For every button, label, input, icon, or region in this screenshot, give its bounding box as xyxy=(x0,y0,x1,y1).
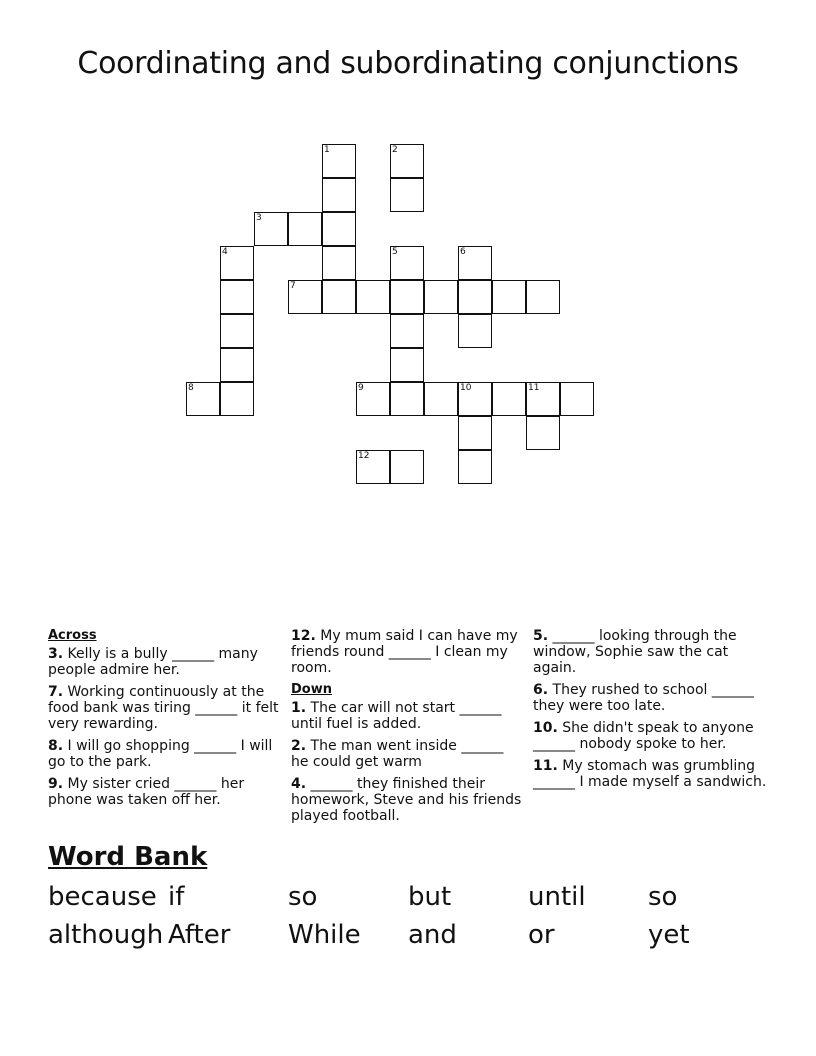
cell-number: 5 xyxy=(392,247,398,257)
clue-number: 12. xyxy=(291,628,316,644)
clue-down-4 xyxy=(291,776,523,824)
crossword-cell[interactable] xyxy=(220,348,254,382)
crossword-cell[interactable] xyxy=(424,382,458,416)
clue-text: Kelly is a bully ______ many people admire her. xyxy=(48,646,258,678)
word-bank-word: While xyxy=(288,920,361,950)
crossword-cell[interactable] xyxy=(186,382,220,416)
cell-number: 4 xyxy=(222,247,228,257)
clue-text: My sister cried ______ her phone was taken off her. xyxy=(48,776,245,808)
clue-number: 9. xyxy=(48,776,64,792)
crossword-cell[interactable] xyxy=(220,280,254,314)
clue-text: I will go shopping ______ I will go to the park. xyxy=(48,738,273,770)
cell-number: 2 xyxy=(392,145,398,155)
clue-number: 1. xyxy=(291,700,307,716)
clue-down-10 xyxy=(533,720,773,752)
clue-number: 4. xyxy=(291,776,307,792)
clue-text: ______ looking through the window, Sophie saw the cat again. xyxy=(533,628,737,676)
crossword-cell[interactable] xyxy=(458,416,492,450)
clue-down-1 xyxy=(291,700,523,732)
crossword-cell[interactable] xyxy=(390,144,424,178)
clue-across-12 xyxy=(291,628,523,676)
clue-number: 10. xyxy=(533,720,558,736)
clue-down-11 xyxy=(533,758,773,790)
crossword-cell[interactable] xyxy=(458,314,492,348)
word-bank-word: so xyxy=(288,882,318,912)
clue-across-8 xyxy=(48,738,280,770)
clue-text: ______ they finished their homework, Steve and his friends played football. xyxy=(291,776,522,824)
word-bank-title: Word Bank xyxy=(48,842,208,872)
crossword-cell[interactable] xyxy=(322,280,356,314)
clue-down-6 xyxy=(533,682,773,714)
crossword-cell[interactable] xyxy=(220,246,254,280)
crossword-cell[interactable] xyxy=(322,246,356,280)
clue-text: My stomach was grumbling ______ I made myself a sandwich. xyxy=(533,758,767,790)
crossword-cell[interactable] xyxy=(390,450,424,484)
crossword-cell[interactable] xyxy=(560,382,594,416)
clue-text: She didn't speak to anyone ______ nobody spoke to her. xyxy=(533,720,754,752)
crossword-cell[interactable] xyxy=(390,280,424,314)
page-title: Coordinating and subordinating conjunctions xyxy=(77,46,739,81)
down-heading: Down xyxy=(291,682,332,697)
word-bank-word: and xyxy=(408,920,457,950)
clue-down-2 xyxy=(291,738,523,770)
cell-number: 3 xyxy=(256,213,262,223)
word-bank-word: so xyxy=(648,882,678,912)
crossword-cell[interactable] xyxy=(526,416,560,450)
crossword-cell[interactable] xyxy=(356,280,390,314)
crossword-cell[interactable] xyxy=(356,382,390,416)
crossword-cell[interactable] xyxy=(288,280,322,314)
crossword-cell[interactable] xyxy=(356,450,390,484)
clue-across-7 xyxy=(48,684,280,732)
crossword-cell[interactable] xyxy=(458,280,492,314)
crossword-cell[interactable] xyxy=(288,212,322,246)
crossword-cell[interactable] xyxy=(390,314,424,348)
word-bank-word: although xyxy=(48,920,164,950)
crossword-cell[interactable] xyxy=(390,178,424,212)
clue-text: Working continuously at the food bank was tiring ______ it felt very rewarding. xyxy=(48,684,279,732)
clue-text: They rushed to school ______ they were too late. xyxy=(533,682,754,714)
across-heading: Across xyxy=(48,628,97,643)
word-bank-word: After xyxy=(168,920,231,950)
crossword-cell[interactable] xyxy=(390,246,424,280)
word-bank-word: but xyxy=(408,882,452,912)
crossword-cell[interactable] xyxy=(254,212,288,246)
crossword-cell[interactable] xyxy=(220,314,254,348)
crossword-cell[interactable] xyxy=(458,382,492,416)
cell-number: 11 xyxy=(528,383,540,393)
clue-number: 6. xyxy=(533,682,549,698)
clues-column-2 xyxy=(291,628,523,830)
crossword-cell[interactable] xyxy=(322,144,356,178)
cell-number: 9 xyxy=(358,383,364,393)
crossword-cell[interactable] xyxy=(526,280,560,314)
clue-text: My mum said I can have my friends round ______ I clean my room. xyxy=(291,628,518,676)
clue-across-3 xyxy=(48,646,280,678)
clue-number: 2. xyxy=(291,738,307,754)
word-bank-word: yet xyxy=(648,920,690,950)
word-bank-word: until xyxy=(528,882,586,912)
cell-number: 12 xyxy=(358,451,370,461)
clue-text: The man went inside ______ he could get warm xyxy=(291,738,504,770)
crossword-cell[interactable] xyxy=(458,450,492,484)
clue-number: 7. xyxy=(48,684,64,700)
word-bank-word: if xyxy=(168,882,185,912)
crossword-cell[interactable] xyxy=(526,382,560,416)
clue-number: 11. xyxy=(533,758,558,774)
clue-down-5 xyxy=(533,628,773,676)
crossword-cell[interactable] xyxy=(492,382,526,416)
cell-number: 8 xyxy=(188,383,194,393)
word-bank-word: because xyxy=(48,882,157,912)
clues-column-3 xyxy=(533,628,773,796)
clues-column-1 xyxy=(48,628,280,814)
crossword-cell[interactable] xyxy=(220,382,254,416)
crossword-cell[interactable] xyxy=(322,178,356,212)
clue-number: 3. xyxy=(48,646,64,662)
crossword-cell[interactable] xyxy=(458,246,492,280)
crossword-cell[interactable] xyxy=(390,382,424,416)
clue-text: The car will not start ______ until fuel is added. xyxy=(291,700,502,732)
crossword-cell[interactable] xyxy=(322,212,356,246)
cell-number: 6 xyxy=(460,247,466,257)
clue-number: 8. xyxy=(48,738,64,754)
crossword-cell[interactable] xyxy=(492,280,526,314)
cell-number: 1 xyxy=(324,145,330,155)
crossword-cell[interactable] xyxy=(424,280,458,314)
word-bank-word: or xyxy=(528,920,555,950)
clue-across-9 xyxy=(48,776,280,808)
cell-number: 10 xyxy=(460,383,472,393)
crossword-cell[interactable] xyxy=(390,348,424,382)
clue-number: 5. xyxy=(533,628,549,644)
cell-number: 7 xyxy=(290,281,296,291)
